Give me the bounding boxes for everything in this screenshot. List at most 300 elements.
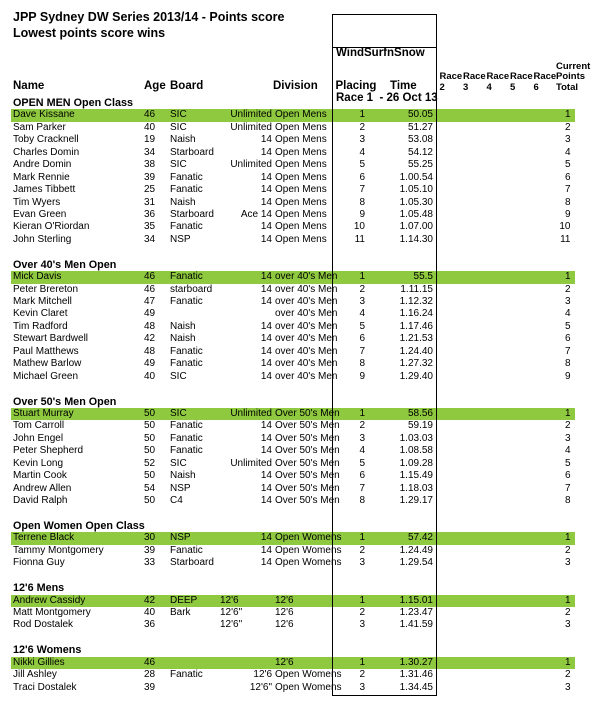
report-title <box>13 10 284 41</box>
table-row <box>11 109 575 121</box>
cell-time: 1.03.03 <box>399 432 433 444</box>
cell-board: C4 <box>170 495 183 506</box>
cell-board-size: 14 <box>260 333 272 345</box>
cell-age: 39 <box>144 171 156 183</box>
cell-race-2 <box>436 172 460 184</box>
cell-placing: 8 <box>359 495 365 506</box>
cell-placing: 1 <box>359 407 365 419</box>
cell-age: 31 <box>144 196 156 208</box>
cell-race-4 <box>483 532 507 544</box>
cell-race-4 <box>483 495 507 507</box>
cell-race-2 <box>436 197 460 209</box>
cell-race-5 <box>506 545 530 557</box>
cell-placing: 5 <box>359 457 365 469</box>
cell-placing: 3 <box>359 557 365 569</box>
cell-race-3 <box>459 371 483 383</box>
cell-division: Over 50's Men <box>275 445 340 457</box>
cell-race-3 <box>459 271 483 283</box>
cell-race-2 <box>436 159 460 171</box>
cell-race-4 <box>483 308 507 320</box>
table-row <box>11 172 575 184</box>
cell-points-total: 8 <box>564 358 571 370</box>
cell-race-4 <box>483 483 507 495</box>
table-row <box>11 296 575 308</box>
cell-race-5 <box>506 433 530 445</box>
cell-age: 36 <box>144 619 156 631</box>
cell-race-5 <box>506 284 530 296</box>
cell-board: Naish <box>170 333 196 345</box>
cell-board-size: 14 <box>260 420 272 432</box>
cell-age: 48 <box>144 345 156 357</box>
cell-name: Charles Domin <box>13 146 80 158</box>
col-header-race-6: Race 6 <box>533 71 557 93</box>
cell-name: Tammy Montgomery <box>13 544 104 556</box>
cell-board: Naish <box>170 320 196 332</box>
cell-board-size: 12'6 <box>220 594 239 606</box>
cell-time: 1.07.00 <box>399 221 433 233</box>
cell-division: Open Mens <box>275 134 327 146</box>
cell-placing: 1 <box>359 594 365 606</box>
cell-race-3 <box>459 470 483 482</box>
cell-name: David Ralph <box>13 495 68 506</box>
cell-race-5 <box>506 458 530 470</box>
cell-race-2 <box>436 371 460 383</box>
cell-name: Fionna Guy <box>13 557 65 569</box>
cell-time: 1.15.49 <box>399 470 433 482</box>
cell-name: Martin Cook <box>13 470 67 482</box>
cell-placing: 5 <box>359 320 365 332</box>
cell-race-3 <box>459 122 483 134</box>
cell-board: Naish <box>170 196 196 208</box>
cell-placing: 4 <box>359 308 365 320</box>
cell-race-3 <box>459 184 483 196</box>
cell-time: 1.29.54 <box>399 557 433 569</box>
cell-name: Kieran O'Riordan <box>13 221 90 233</box>
cell-race-5 <box>506 358 530 370</box>
results-table <box>11 97 575 694</box>
cell-division: Open Mens <box>275 109 327 121</box>
cell-race-4 <box>483 209 507 221</box>
cell-board: SIC <box>170 121 187 133</box>
cell-division: over 40's Men <box>275 345 338 357</box>
cell-age: 34 <box>144 233 156 245</box>
cell-race-5 <box>506 172 530 184</box>
cell-board-size: 14 <box>260 544 272 556</box>
cell-placing: 7 <box>359 184 365 196</box>
cell-time: 1.08.58 <box>399 445 433 457</box>
cell-age: 50 <box>144 420 156 432</box>
cell-board: Fanatic <box>170 669 203 681</box>
cell-race-2 <box>436 346 460 358</box>
cell-board-size: 14 <box>260 184 272 196</box>
cell-points-total: 9 <box>564 208 571 220</box>
cell-race-3 <box>459 197 483 209</box>
cell-race-2 <box>436 271 460 283</box>
cell-age: 28 <box>144 669 156 681</box>
cell-age: 49 <box>144 308 156 320</box>
cell-name: Evan Green <box>13 208 67 220</box>
cell-race-3 <box>459 595 483 607</box>
cell-race-5 <box>506 122 530 134</box>
cell-name: Tim Radford <box>13 320 68 332</box>
cell-board-size <box>218 657 272 669</box>
report-title-line-2: Lowest points score wins <box>13 25 166 40</box>
cell-time: 1.05.48 <box>399 208 433 220</box>
cell-race-3 <box>459 296 483 308</box>
cell-race-5 <box>506 271 530 283</box>
cell-division: Open Mens <box>275 121 327 133</box>
cell-race-4 <box>483 346 507 358</box>
section-title: Open Women Open Class <box>13 519 145 532</box>
cell-name: Mark Rennie <box>13 171 70 183</box>
cell-race-2 <box>436 545 460 557</box>
cell-placing: 8 <box>359 196 365 208</box>
cell-board-size: 14 <box>260 445 272 457</box>
cell-time: 1.16.24 <box>399 308 433 320</box>
spacer-row <box>11 570 575 582</box>
cell-board-size: 14 <box>260 271 272 283</box>
cell-race-3 <box>459 346 483 358</box>
cell-name: Toby Cracknell <box>13 134 79 146</box>
cell-board-size: 14 <box>260 146 272 158</box>
cell-board-size: Unlimited <box>230 109 272 121</box>
cell-age: 33 <box>144 557 156 569</box>
cell-race-5 <box>506 234 530 246</box>
cell-time: 1.29.40 <box>399 370 433 382</box>
section-title: Over 40's Men Open <box>13 258 117 271</box>
cell-division: Open Mens <box>275 196 327 208</box>
cell-board: Starboard <box>170 146 214 158</box>
cell-placing: 9 <box>359 370 365 382</box>
cell-race-5 <box>506 607 530 619</box>
cell-age: 50 <box>144 432 156 444</box>
cell-race-2 <box>436 557 460 569</box>
cell-race-2 <box>436 209 460 221</box>
table-row <box>11 271 575 283</box>
col-header-race-4: Race 4 <box>486 71 510 93</box>
table-row <box>11 221 575 233</box>
cell-time: 1.12.32 <box>399 296 433 307</box>
cell-board-size: 14 <box>260 221 272 233</box>
cell-board: SIC <box>170 109 187 121</box>
cell-time: 50.05 <box>407 109 433 121</box>
cell-division: Open Womens <box>275 544 342 556</box>
cell-name: Rod Dostalek <box>13 619 74 631</box>
cell-age: 48 <box>144 320 156 332</box>
cell-race-4 <box>483 371 507 383</box>
cell-name: Peter Shepherd <box>13 445 84 457</box>
cell-name: Kevin Long <box>13 457 64 469</box>
cell-points-total: 10 <box>559 221 571 233</box>
cell-board-size: Unlimited <box>230 457 272 469</box>
cell-board: Starboard <box>170 557 214 569</box>
cell-age: 39 <box>144 544 156 556</box>
cell-race-2 <box>436 109 460 121</box>
cell-board: NSP <box>170 532 191 544</box>
cell-placing: 11 <box>354 233 365 245</box>
cell-race-2 <box>436 134 460 146</box>
cell-name: John Engel <box>13 432 64 444</box>
cell-placing: 1 <box>359 109 365 121</box>
cell-division: Open Womens <box>275 681 342 693</box>
cell-board-size: 14 <box>260 358 272 370</box>
cell-age: 50 <box>144 407 156 419</box>
cell-points-total: 3 <box>564 432 571 444</box>
cell-race-5 <box>506 209 530 221</box>
cell-race-3 <box>459 557 483 569</box>
cell-race-4 <box>483 557 507 569</box>
cell-time: 1.31.46 <box>399 669 433 681</box>
cell-time: 1.17.46 <box>399 320 433 332</box>
cell-points-total: 2 <box>564 121 571 133</box>
cell-points-total: 4 <box>564 445 571 457</box>
cell-race-2 <box>436 433 460 445</box>
cell-race-5 <box>506 408 530 420</box>
cell-name: Sam Parker <box>13 121 66 133</box>
cell-board: Fanatic <box>170 445 203 457</box>
table-row <box>11 159 575 171</box>
cell-placing: 4 <box>359 146 365 158</box>
cell-age: 54 <box>144 482 156 494</box>
cell-age: 36 <box>144 208 156 220</box>
section-header-row <box>11 396 575 408</box>
table-row <box>11 134 575 146</box>
cell-placing: 3 <box>359 681 365 693</box>
cell-race-5 <box>506 184 530 196</box>
cell-race-4 <box>483 147 507 159</box>
cell-race-3 <box>459 445 483 457</box>
cell-race-4 <box>483 445 507 457</box>
cell-division: Over 50's Men <box>275 407 340 419</box>
cell-board: Naish <box>170 134 196 146</box>
cell-race-4 <box>483 433 507 445</box>
cell-race-2 <box>436 221 460 233</box>
cell-board: Fanatic <box>170 171 203 183</box>
cell-name: Traci Dostalek <box>13 681 77 693</box>
cell-points-total: 3 <box>564 557 571 569</box>
cell-race-5 <box>506 197 530 209</box>
cell-points-total: 3 <box>564 619 571 631</box>
cell-time: 1.27.32 <box>399 358 433 370</box>
cell-placing: 7 <box>359 345 365 357</box>
cell-board: SIC <box>170 457 187 469</box>
cell-board-size: 14 <box>260 134 272 146</box>
cell-division: over 40's Men <box>275 308 338 320</box>
cell-points-total: 3 <box>564 681 571 693</box>
cell-placing: 6 <box>359 171 365 183</box>
race-box-race-date: Race 1 - 26 Oct 13 <box>336 92 438 104</box>
cell-points-total: 1 <box>564 532 571 544</box>
cell-age: 50 <box>144 470 156 482</box>
cell-race-2 <box>436 122 460 134</box>
cell-race-4 <box>483 657 507 669</box>
cell-placing: 2 <box>359 669 365 681</box>
cell-race-3 <box>459 321 483 333</box>
cell-age: 40 <box>144 606 156 618</box>
cell-race-3 <box>459 408 483 420</box>
table-row <box>11 234 575 246</box>
cell-division: Over 50's Men <box>275 482 340 494</box>
cell-race-5 <box>506 495 530 507</box>
cell-points-total: 6 <box>564 333 571 345</box>
cell-time: 55.5 <box>413 271 433 283</box>
cell-division: over 40's Men <box>275 333 338 345</box>
cell-race-2 <box>436 607 460 619</box>
cell-time: 1.24.49 <box>399 544 433 556</box>
cell-board: Fanatic <box>170 271 203 283</box>
table-row <box>11 420 575 432</box>
table-row <box>11 445 575 457</box>
cell-name: John Sterling <box>13 233 72 245</box>
cell-race-5 <box>506 470 530 482</box>
cell-board: Fanatic <box>170 358 203 370</box>
cell-placing: 2 <box>359 544 365 556</box>
col-header-current-points-total: Current Points Total <box>556 61 591 93</box>
cell-board-size: 14 <box>260 283 272 295</box>
cell-time: 51.27 <box>407 121 433 133</box>
cell-division: Open Mens <box>275 221 327 233</box>
cell-race-4 <box>483 234 507 246</box>
cell-race-4 <box>483 358 507 370</box>
cell-placing: 6 <box>359 333 365 345</box>
col-header-name: Name <box>13 80 45 92</box>
cell-time: 1.18.03 <box>399 482 433 494</box>
spacer-row <box>11 246 575 258</box>
cell-board: Fanatic <box>170 345 203 357</box>
cell-board: Fanatic <box>170 544 203 556</box>
spacer-row <box>11 507 575 519</box>
cell-division: over 40's Men <box>275 370 338 382</box>
cell-placing: 10 <box>353 221 365 233</box>
cell-division: 12'6 <box>275 619 294 631</box>
cell-race-3 <box>459 458 483 470</box>
cell-race-2 <box>436 234 460 246</box>
race-box-organisation: WindSurfnSnow <box>336 47 425 59</box>
table-row <box>11 483 575 495</box>
cell-points-total: 5 <box>564 159 571 171</box>
cell-board-size: 14 <box>260 370 272 382</box>
cell-board: Naish <box>170 470 196 482</box>
cell-race-4 <box>483 184 507 196</box>
cell-name: Stuart Murray <box>13 407 74 419</box>
cell-board-size: 12'6 <box>253 669 272 681</box>
cell-time: 1.00.54 <box>399 171 433 183</box>
cell-placing: 1 <box>359 656 365 668</box>
section-header-row <box>11 259 575 271</box>
cell-race-5 <box>506 445 530 457</box>
cell-name: Mick Davis <box>13 271 62 283</box>
cell-division: Open Mens <box>275 146 327 158</box>
cell-board-size: 14 <box>260 296 272 307</box>
col-header-board: Board <box>170 80 204 92</box>
cell-board: SIC <box>170 159 187 171</box>
cell-race-2 <box>436 284 460 296</box>
cell-name: Terrene Black <box>13 532 75 544</box>
cell-board-size: 14 <box>260 196 272 208</box>
cell-board: Bark <box>170 606 191 618</box>
cell-placing: 2 <box>359 121 365 133</box>
cell-race-4 <box>483 296 507 308</box>
table-row <box>11 532 575 544</box>
cell-time: 1.41.59 <box>399 619 433 631</box>
cell-division: Over 50's Men <box>275 470 340 482</box>
cell-placing: 2 <box>359 606 365 618</box>
cell-race-5 <box>506 371 530 383</box>
cell-time: 1.15.01 <box>399 594 433 606</box>
cell-age: 42 <box>144 333 156 345</box>
cell-race-2 <box>436 358 460 370</box>
cell-board-size: 14 <box>260 557 272 569</box>
cell-board: Fanatic <box>170 221 203 233</box>
cell-division: Over 50's Men <box>275 432 340 444</box>
cell-race-3 <box>459 545 483 557</box>
cell-race-4 <box>483 109 507 121</box>
cell-division: over 40's Men <box>275 271 338 283</box>
cell-board <box>165 682 218 694</box>
cell-board-size: 14 <box>260 320 272 332</box>
cell-placing: 2 <box>359 283 365 295</box>
cell-race-4 <box>483 172 507 184</box>
cell-board-size: 12'6" <box>220 619 243 631</box>
cell-race-4 <box>483 333 507 345</box>
section-header-row <box>11 644 575 656</box>
cell-race-2 <box>436 308 460 320</box>
cell-race-3 <box>459 221 483 233</box>
cell-race-4 <box>483 619 507 631</box>
table-row <box>11 557 575 569</box>
cell-age: 40 <box>144 121 156 133</box>
cell-board <box>165 619 218 631</box>
cell-race-3 <box>459 433 483 445</box>
cell-name: Stewart Bardwell <box>13 333 89 345</box>
cell-time: 53.08 <box>407 134 433 146</box>
cell-race-3 <box>459 483 483 495</box>
cell-age: 46 <box>144 656 156 668</box>
cell-board: Starboard <box>170 208 214 220</box>
cell-race-2 <box>436 682 460 694</box>
report-title-line-1: JPP Sydney DW Series 2013/14 - Points score <box>13 10 285 24</box>
cell-race-3 <box>459 308 483 320</box>
cell-race-5 <box>506 221 530 233</box>
cell-division: over 40's Men <box>275 320 338 332</box>
cell-points-total: 8 <box>564 196 571 208</box>
cell-points-total: 1 <box>564 271 571 283</box>
table-row <box>11 669 575 681</box>
cell-age: 40 <box>144 370 156 382</box>
cell-race-4 <box>483 134 507 146</box>
cell-placing: 9 <box>359 208 365 220</box>
cell-points-total: 5 <box>564 320 571 332</box>
cell-placing: 1 <box>359 271 365 283</box>
cell-race-2 <box>436 483 460 495</box>
cell-board-size: 14 <box>260 171 272 183</box>
cell-race-2 <box>436 619 460 631</box>
cell-time: 1.30.27 <box>399 656 433 668</box>
cell-time: 1.05.10 <box>399 184 433 196</box>
cell-division: Over 50's Men <box>275 457 340 469</box>
cell-placing: 5 <box>359 159 365 171</box>
table-row <box>11 682 575 694</box>
cell-race-5 <box>506 557 530 569</box>
cell-race-5 <box>506 619 530 631</box>
cell-board: SIC <box>170 407 187 419</box>
cell-board-size: Unlimited <box>230 407 272 419</box>
cell-name: Paul Matthews <box>13 345 79 357</box>
cell-division: Open Womens <box>275 557 342 569</box>
cell-race-2 <box>436 420 460 432</box>
cell-name: Andrew Allen <box>13 482 72 494</box>
cell-board: NSP <box>170 233 191 245</box>
